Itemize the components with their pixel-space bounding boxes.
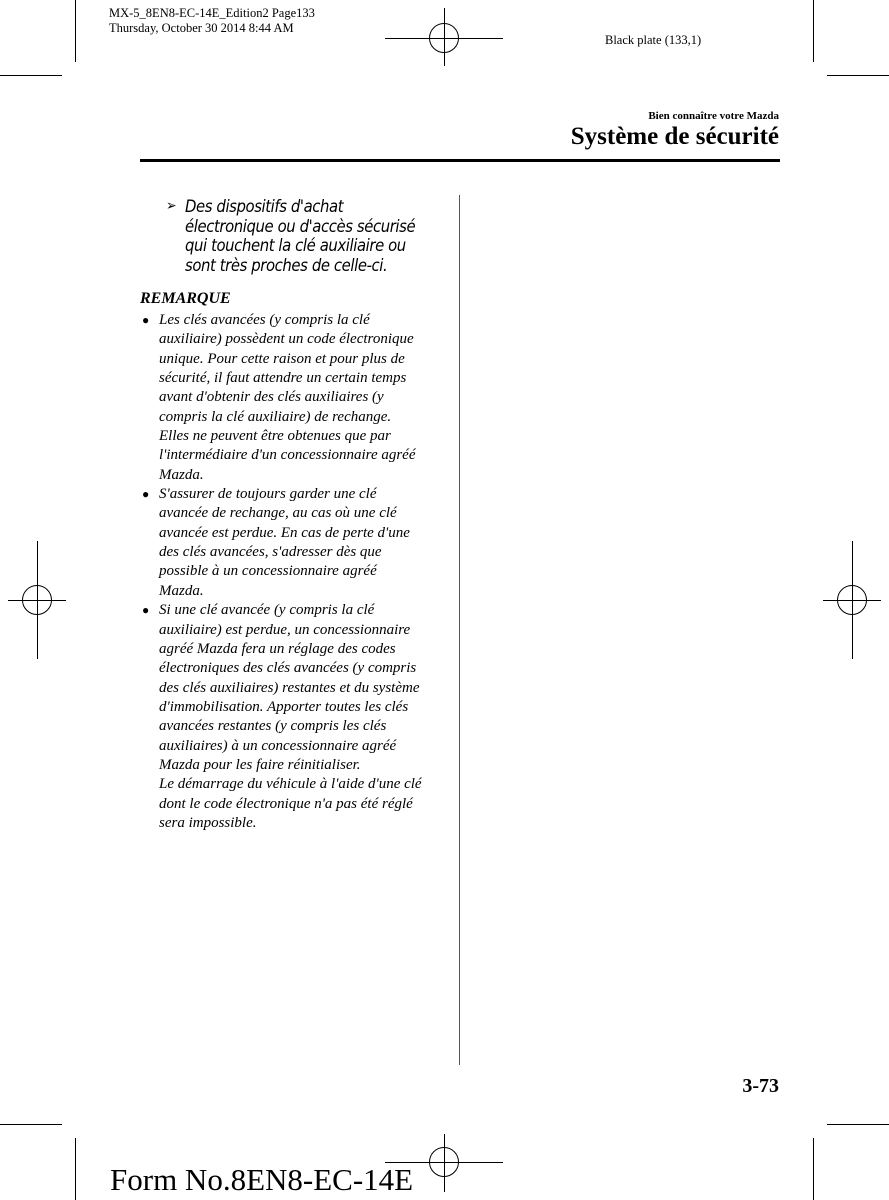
remarque-line: avancées restantes (y compris les clés [159,718,387,735]
form-number: Form No.8EN8-EC-14E [110,1162,414,1197]
crop-mark [813,1138,814,1200]
remarque-item [140,311,440,485]
remarque-line: S'assurer de toujours garder une clé [159,486,377,503]
section-label: Bien connaître votre Mazda [648,110,779,122]
header-rule [140,159,780,162]
page-title: Système de sécurité [570,123,779,150]
remarque-line: possible à un concessionnaire agréé [159,563,377,580]
crop-mark [813,0,814,62]
remarque-line: Le démarrage du véhicule à l'aide d'une clé [159,776,422,793]
remarque-line: avancée de rechange, au cas où une clé [159,505,397,522]
remarque-line: Elles ne peuvent être obtenues que par [159,428,391,445]
remarque-line: des clés auxiliaires) restantes et du système [159,679,420,696]
remarque-line: avant d'obtenir des clés auxiliaires (y [159,389,384,406]
remarque-item [140,601,440,833]
warning-line: électronique ou d'accès sécurisé [185,216,416,236]
remarque-line: agréé Mazda fera un réglage des codes [159,640,396,657]
arrow-bullet-icon: ➢ [166,198,177,214]
remarque-line: sécurité, il faut attendre un certain temps [159,370,407,387]
remarque-line: électroniques des clés avancées (y compris [159,660,417,677]
warning-line: sont très proches de celle-ci. [185,255,388,275]
print-job-info [109,6,315,36]
warning-line: qui touchent la clé auxiliaire ou [185,236,406,255]
crop-mark [75,1138,76,1200]
remarque-heading: REMARQUE [140,290,231,307]
crop-mark [0,75,62,76]
remarque-line: Mazda pour les faire réinitialiser. [159,756,361,773]
remarque-line: compris la clé auxiliaire) de rechange. [159,408,392,425]
print-job-line: MX-5_8EN8-EC-14E_Edition2 Page133 [109,6,315,20]
crop-mark [75,0,76,62]
crop-mark [827,75,889,76]
remarque-line: d'immobilisation. Apporter toutes les clés [159,698,409,715]
remarque-line: des clés avancées, s'adresser dès que [159,544,382,561]
remarque-line: dont le code électronique n'a pas été réglé [159,795,413,812]
warning-line: Des dispositifs d'achat [185,197,344,216]
remarque-line: Les clés avancées (y compris la clé [159,312,370,328]
remarque-line: avancée est perdue. En cas de perte d'une [159,524,410,541]
crop-mark [0,1124,62,1125]
remarque-line: auxiliaires) à un concessionnaire agréé [159,737,397,754]
bullet-icon: ● [142,603,150,618]
remarque-line: l'intermédiaire d'un concessionnaire agréé [159,447,416,464]
bullet-icon: ● [142,313,150,327]
remarque-list [140,311,440,833]
crop-mark [827,1124,889,1125]
column-divider [459,195,460,1065]
remarque-line: Mazda. [159,466,204,483]
remarque-line: auxiliaire) est perdue, un concessionnaire [159,621,411,638]
remarque-line: Mazda. [159,582,204,599]
remarque-item [140,485,440,601]
remarque-line: unique. Pour cette raison et pour plus de [159,350,405,367]
remarque-line: Si une clé avancée (y compris la clé [159,602,375,619]
plate-label: Black plate (133,1) [605,33,702,47]
remarque-line: sera impossible. [159,814,257,831]
remarque-line: auxiliaire) possèdent un code électronique [159,331,414,348]
bullet-icon: ● [142,487,150,502]
warning-item [166,197,451,275]
page-number: 3-73 [742,1075,779,1097]
print-date-line: Thursday, October 30 2014 8:44 AM [109,21,294,35]
